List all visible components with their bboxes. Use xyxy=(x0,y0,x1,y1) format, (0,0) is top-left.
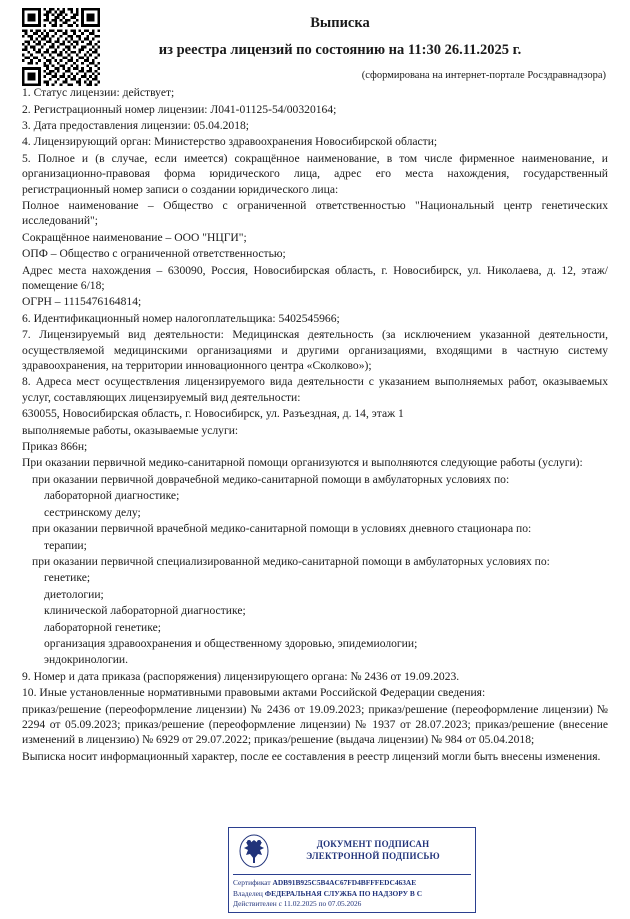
document-paragraph: 630055, Новосибирская область, г. Новосибирск, ул. Разъездная, д. 14, этаж 1 xyxy=(22,407,404,421)
document-paragraph: 4. Лицензирующий орган: Министерство здравоохранения Новосибирской области; xyxy=(22,135,438,149)
electronic-signature-stamp xyxy=(228,827,476,913)
document-paragraph: генетике; xyxy=(44,571,91,585)
document-paragraph: Приказ 866н; xyxy=(22,440,88,454)
stamp-heading-line1: ДОКУМЕНТ ПОДПИСАН xyxy=(316,839,430,850)
stamp-certificate-label: Сертификат xyxy=(233,877,271,887)
stamp-certificate xyxy=(233,878,471,889)
document-paragraph: клинической лабораторной диагностике; xyxy=(44,604,246,618)
stamp-divider xyxy=(233,874,471,875)
stamp-certificate-value: ADB91B925C5B4AC67FD4BFFFEDC463AE xyxy=(272,877,417,887)
document-paragraph: эндокринологии. xyxy=(44,653,129,667)
qr-code-icon xyxy=(22,8,100,86)
document-paragraph: сестринскому делу; xyxy=(44,505,141,519)
document-paragraph: Полное наименование – Общество с ограниченной ответственностью "Национальный центр генетических исследований"; xyxy=(22,198,608,228)
document-paragraph: терапии; xyxy=(44,538,87,552)
document-paragraph: 10. Иные установленные нормативными правовыми актами Российской Федерации сведения: xyxy=(22,686,486,700)
document-paragraph: ОГРН – 1115476164814; xyxy=(22,295,142,309)
stamp-owner-value: ФЕДЕРАЛЬНАЯ СЛУЖБА ПО НАДЗОРУ В С xyxy=(264,888,423,898)
document-paragraph: 6. Идентификационный номер налогоплательщика: 5402545966; xyxy=(22,311,340,325)
stamp-validity-label: Действителен xyxy=(233,899,277,909)
document-paragraph: 5. Полное и (в случае, если имеется) сокращённое наименование, в том числе фирменное наименование, и организационно-правовая форма юридического лица, адрес его места нахождения, государственный регистрационный номер записи о создании юридического лица: xyxy=(22,151,608,196)
document-paragraph: при оказании первичной врачебной медико-санитарной помощи в условиях дневного стационара по: xyxy=(32,522,532,536)
document-paragraph: 1. Статус лицензии: действует; xyxy=(22,86,175,100)
document-paragraph: ОПФ – Общество с ограниченной ответственностью; xyxy=(22,247,286,261)
stamp-validity xyxy=(233,899,471,910)
document-paragraph: 8. Адреса мест осуществления лицензируемого вида деятельности с указанием выполняемых работ, оказываемых услуг, составляющих лицензируемый вид деятельности: xyxy=(22,375,608,404)
document-body xyxy=(22,85,608,764)
stamp-heading-line2: ЭЛЕКТРОННОЙ ПОДПИСЬЮ xyxy=(306,850,440,861)
stamp-header xyxy=(233,831,471,873)
document-paragraph: приказ/решение (переоформление лицензии) № 2436 от 19.09.2023; приказ/решение (переоформление лицензии) № 2294 от 05.09.2023; приказ/решение (переоформление лицензии) № 1937 от 28.07.2023; приказ/решение (внесение изменений в лицензию) № 6929 от 29.07.2022; приказ/решение (выдача лицензии) № 984 от 05.04.2018; xyxy=(22,702,608,747)
stamp-validity-value: с 11.02.2025 по 07.05.2026 xyxy=(278,899,362,909)
document-paragraph: Выписка носит информационный характер, после ее составления в реестр лицензий могли быть внесены изменения. xyxy=(22,749,601,763)
document-paragraph: Сокращённое наименование – ООО "НЦГИ"; xyxy=(22,230,247,244)
document-paragraph: Адрес места нахождения – 630090, Россия, Новосибирская область, г. Новосибирск, ул. Николаева, д. 12, этаж/помещение 6/18; xyxy=(22,263,608,292)
document-paragraph: при оказании первичной доврачебной медико-санитарной помощи в амбулаторных условиях по: xyxy=(32,472,510,486)
stamp-owner xyxy=(233,889,471,900)
document-title-block xyxy=(82,14,598,60)
document-paragraph: 2. Регистрационный номер лицензии: Л041-01125-54/00320164; xyxy=(22,102,337,116)
double-headed-eagle-icon xyxy=(237,833,271,869)
document-paragraph: 3. Дата предоставления лицензии: 05.04.2018; xyxy=(22,118,250,132)
page-title: Выписка xyxy=(310,15,370,31)
page-subtitle: из реестра лицензий по состоянию на 11:30 26.11.2025 г. xyxy=(158,41,522,58)
document-paragraph: диетологии; xyxy=(44,587,104,601)
document-paragraph: организация здравоохранения и общественному здоровью, эпидемиологии; xyxy=(44,636,418,650)
document-paragraph: лабораторной генетике; xyxy=(44,620,161,634)
document-paragraph: при оказании первичной специализированной медико-санитарной помощи в амбулаторных условиях по: xyxy=(32,554,550,568)
stamp-heading xyxy=(277,839,469,862)
portal-note: (сформирована на интернет-портале Росздравнадзора) xyxy=(361,70,606,82)
stamp-owner-label: Владелец xyxy=(233,888,263,898)
document-paragraph: 7. Лицензируемый вид деятельности: Медицинская деятельность (за исключением указанной деятельности, осуществляемой медицинскими организациями и другими организациями, входящими в частную систему здравоохранения, на территории инновационного центра «Сколково»); xyxy=(22,328,608,373)
document-paragraph: При оказании первичной медико-санитарной помощи организуются и выполняются следующие работы (услуги): xyxy=(22,456,583,470)
document-paragraph: выполняемые работы, оказываемые услуги: xyxy=(22,423,239,437)
document-paragraph: 9. Номер и дата приказа (распоряжения) лицензирующего органа: № 2436 от 19.09.2023. xyxy=(22,669,460,683)
document-paragraph: лабораторной диагностике; xyxy=(44,489,180,503)
